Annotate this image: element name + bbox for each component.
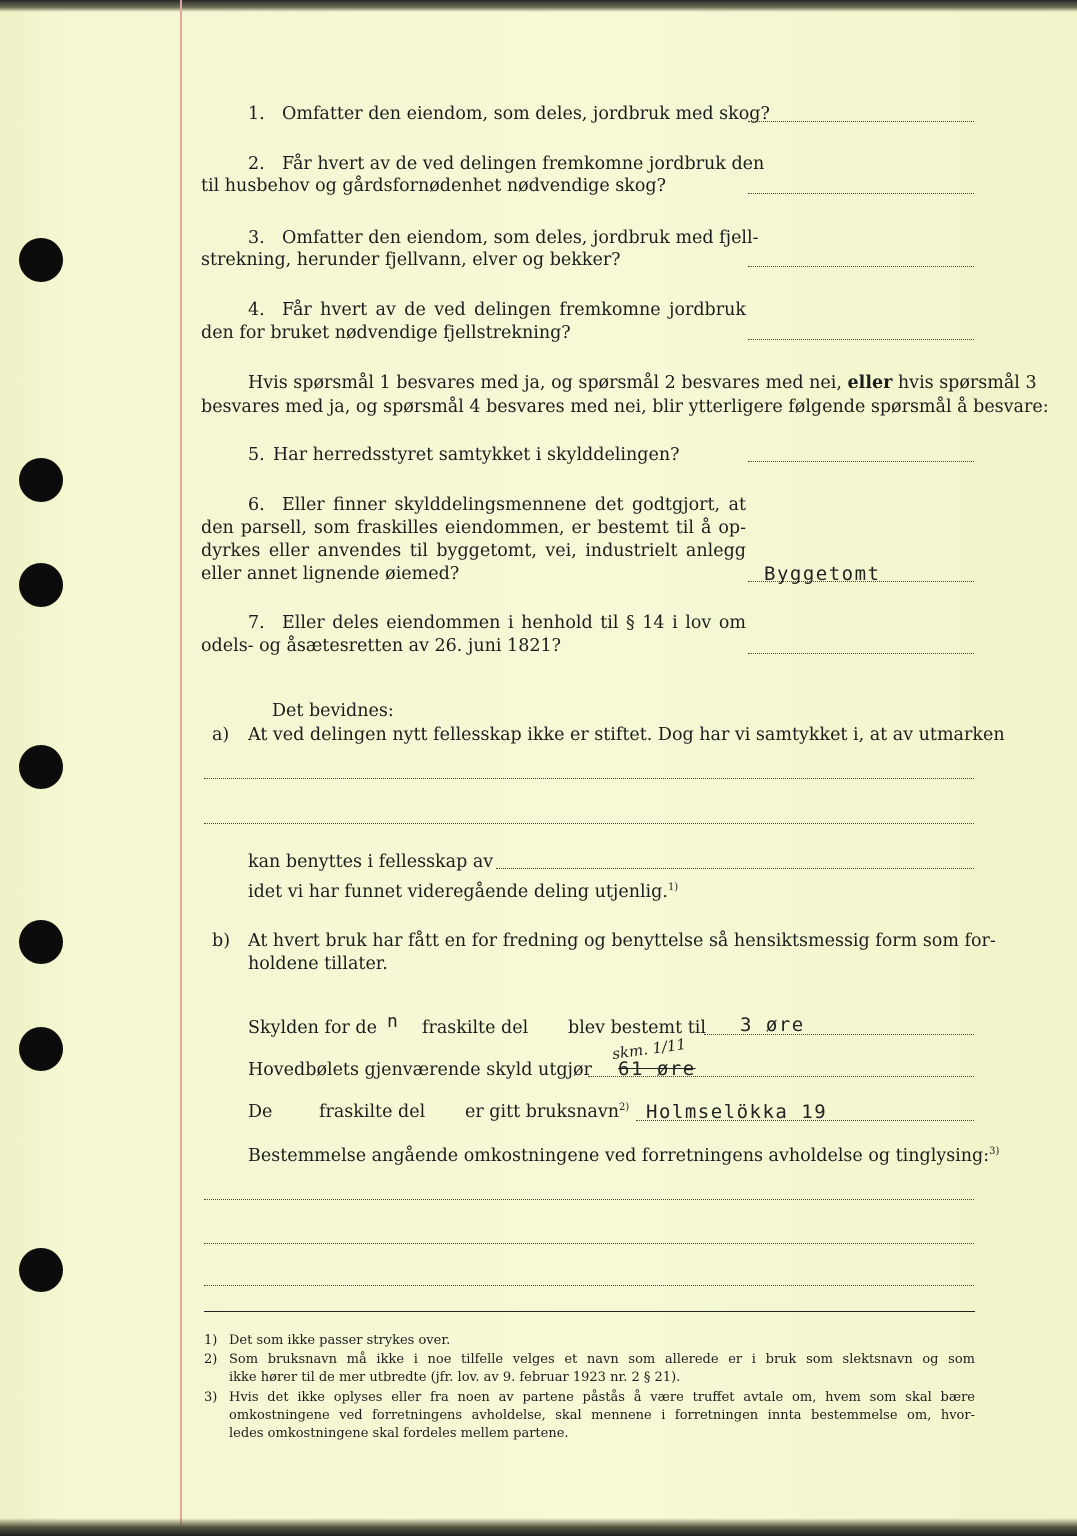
punch-hole bbox=[19, 1027, 63, 1071]
item-b-line-2: holdene tillater. bbox=[248, 954, 388, 974]
question-5-number: 5. bbox=[248, 445, 265, 465]
footnote-3-line-1: Hvis det ikke oplyses eller fra noen av partene påstås å være truffet avtale om, hvem som skal bære bbox=[229, 1390, 975, 1405]
footnote-1-mark: 1) bbox=[204, 1333, 218, 1348]
instruction-line-1: Hvis spørsmål 1 besvares med ja, og spørsmål 2 besvares med nei, eller hvis spørsmål 3 bbox=[248, 373, 1037, 393]
certification-heading: Det bevidnes: bbox=[272, 701, 394, 721]
question-4-answer-line[interactable] bbox=[748, 339, 974, 340]
question-6-line-3: dyrkes eller anvendes til byggetomt, vei, industrielt anlegg bbox=[201, 541, 746, 561]
punch-hole bbox=[19, 563, 63, 607]
question-4-number: 4. bbox=[248, 300, 265, 320]
skyld-line-2-label: Hovedbølets gjenværende skyld utgjør bbox=[248, 1060, 592, 1080]
question-4-line-2: den for bruket nødvendige fjellstrekning? bbox=[201, 323, 571, 343]
skyld-value: 3 øre bbox=[740, 1014, 805, 1036]
question-4-line-1: Får hvert av de ved delingen fremkomne jordbruk bbox=[282, 300, 746, 320]
punch-hole bbox=[19, 238, 63, 282]
question-2-number: 2. bbox=[248, 154, 265, 174]
punch-hole bbox=[19, 458, 63, 502]
item-a-fill-line-1[interactable] bbox=[204, 778, 974, 779]
item-a-label: a) bbox=[212, 725, 230, 745]
question-6-line-2: den parsell, som fraskilles eiendommen, er bestemt til å op- bbox=[201, 518, 746, 538]
skyld-struck-value: 61 øre bbox=[618, 1058, 696, 1080]
question-1-number: 1. bbox=[248, 104, 265, 124]
question-3-answer-line[interactable] bbox=[748, 266, 974, 267]
footnote-1-text: Det som ikke passer strykes over. bbox=[229, 1333, 451, 1348]
item-b-line-1: At hvert bruk har fått en for fredning og benyttelse så hensiktsmessig form som for- bbox=[248, 931, 996, 951]
question-6-number: 6. bbox=[248, 495, 265, 515]
item-a-shared-label: kan benyttes i fellesskap av bbox=[248, 852, 494, 872]
scan-top-edge bbox=[0, 0, 1077, 12]
question-1-answer-line[interactable] bbox=[748, 121, 974, 122]
question-2-answer-line[interactable] bbox=[748, 193, 974, 194]
cost-fill-line-2[interactable] bbox=[204, 1243, 974, 1244]
cost-provision-label: Bestemmelse angående omkostningene ved forretningens avholdelse og tinglysing:$^{3)}$ bbox=[248, 1146, 1000, 1166]
question-6-handwritten-answer: Byggetomt bbox=[764, 563, 881, 585]
punch-hole bbox=[19, 1248, 63, 1292]
question-6-line-1: Eller finner skylddelingsmennene det godtgjort, at bbox=[282, 495, 746, 515]
question-3-line-2: strekning, herunder fjellvann, elver og bekker? bbox=[201, 250, 621, 270]
question-6-line-4: eller annet lignende øiemed? bbox=[201, 564, 460, 584]
skyld-line-3-name-label: er gitt bruksnavn$^{2)}$ bbox=[465, 1102, 630, 1122]
skyld-line-1-determined: blev bestemt til bbox=[568, 1018, 706, 1038]
item-a-text: At ved delingen nytt fellesskap ikke er stiftet. Dog har vi samtykket i, at av utmarken bbox=[248, 725, 1005, 745]
footnote-3-mark: 3) bbox=[204, 1390, 218, 1405]
question-3-number: 3. bbox=[248, 228, 265, 248]
item-a-shared-line[interactable] bbox=[496, 868, 974, 869]
skyld-handwritten-n: n bbox=[387, 1011, 400, 1032]
skyld-handwritten-correction: skm. 1/11 bbox=[611, 1034, 688, 1064]
skyld-line-3-de: De bbox=[248, 1102, 273, 1122]
footnote-2-mark: 2) bbox=[204, 1352, 218, 1367]
question-5-answer-line[interactable] bbox=[748, 461, 974, 462]
question-7-number: 7. bbox=[248, 613, 265, 633]
margin-line bbox=[180, 0, 182, 1536]
item-b-label: b) bbox=[212, 931, 231, 951]
question-7-line-2: odels- og åsætesretten av 26. juni 1821? bbox=[201, 636, 561, 656]
punch-hole bbox=[19, 920, 63, 964]
footnote-3-line-3: ledes omkostningene skal fordeles mellem partene. bbox=[229, 1426, 569, 1441]
question-7-answer-line[interactable] bbox=[748, 653, 974, 654]
question-1-text: Omfatter den eiendom, som deles, jordbruk med skog? bbox=[282, 104, 770, 124]
skyld-line-1-part: fraskilte del bbox=[422, 1018, 529, 1038]
footnote-3-line-2: omkostningene ved forretningens avholdelse, skal mennene i forretningen innta bestemmelse om, hvor- bbox=[229, 1408, 975, 1423]
skyld-line-3-part: fraskilte del bbox=[319, 1102, 426, 1122]
item-a-fill-line-2[interactable] bbox=[204, 823, 974, 824]
question-2-line-1: Får hvert av de ved delingen fremkomne jordbruk den bbox=[282, 154, 765, 174]
instruction-line-2: besvares med ja, og spørsmål 4 besvares med nei, blir ytterligere følgende spørsmål å besvare: bbox=[201, 397, 1049, 417]
question-3-line-1: Omfatter den eiendom, som deles, jordbruk med fjell- bbox=[282, 228, 759, 248]
footnote-separator bbox=[204, 1311, 975, 1312]
question-7-line-1: Eller deles eiendommen i henhold til § 14 i lov om bbox=[282, 613, 746, 633]
scan-bottom-edge bbox=[0, 1518, 1077, 1536]
punch-hole bbox=[19, 745, 63, 789]
item-a-reason: idet vi har funnet videregående deling utjenlig.$^{1)}$ bbox=[248, 882, 679, 902]
skyld-line-1-label: Skylden for de bbox=[248, 1018, 377, 1038]
farm-name-value: Holmselökka 19 bbox=[646, 1101, 828, 1123]
cost-fill-line-3[interactable] bbox=[204, 1285, 974, 1286]
footnote-2-line-2: ikke hører til de mer utbredte (jfr. lov. av 9. februar 1923 nr. 2 § 21). bbox=[229, 1370, 681, 1385]
cost-fill-line-1[interactable] bbox=[204, 1199, 974, 1200]
question-2-line-2: til husbehov og gårdsfornødenhet nødvendige skog? bbox=[201, 176, 666, 196]
footnote-2-line-1: Som bruksnavn må ikke i noe tilfelle velges et navn som allerede er i bruk som slektsnavn og som bbox=[229, 1352, 975, 1367]
question-5-text: Har herredsstyret samtykket i skylddelingen? bbox=[273, 445, 680, 465]
